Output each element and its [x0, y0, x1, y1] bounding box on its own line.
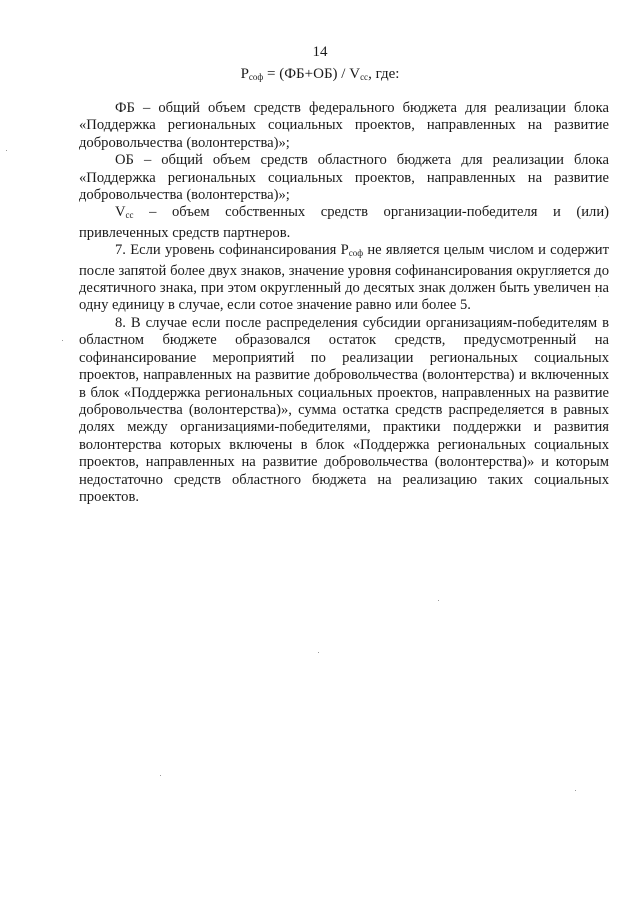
- clause-7-after: не является целым числом и содержит после запятой более двух знаков, значение уровня софинансирования округляется до десятичного знака, при этом округленный до десятых знак должен быть увеличен на одну единицу в случае, если сотое значение равно или более 5.: [79, 242, 609, 314]
- clause-8: 8. В случае если после распределения субсидии организациям-победителям в областном бюджете образовался остаток средств, предусмотренный на софинансирование мероприятий по реализации региональных социальных проектов, направленных на развитие добровольчества (волонтерства) и включенных в блок «Поддержка региональных социальных проектов, направленных на развитие добровольчества (волонтерства)», сумма остатка средств распределяется в равных долях между организациями-победителями, практики поддержки и развития волонтерства которых включены в блок «Поддержка региональных социальных проектов, направленных на развитие добровольчества (волонтерства)» и которым недостаточно средств областного бюджета на реализацию таких социальных проектов.: [79, 314, 609, 505]
- clause-7-symbol: P: [340, 242, 349, 259]
- scan-speck: [160, 775, 161, 776]
- clause-7: [79, 242, 609, 315]
- scan-speck: [62, 340, 63, 341]
- scan-speck: [318, 652, 319, 653]
- scan-speck: [438, 600, 439, 601]
- scan-speck: [575, 790, 576, 791]
- formula-lhs: P: [240, 66, 249, 82]
- formula-rhs-subscript: сс: [360, 72, 369, 82]
- vss-definition-text: – объем собственных средств организации-победителя и (или) привлеченных средств партнеров.: [79, 204, 609, 241]
- scan-speck: [598, 296, 599, 297]
- document-body: [79, 100, 609, 506]
- clause-7-before: 7. Если уровень софинансирования: [115, 242, 341, 259]
- clause-7-symbol-subscript: соф: [348, 248, 364, 259]
- formula-expression: = (ФБ+ОБ) / V: [263, 66, 361, 82]
- cofinancing-formula: [0, 66, 640, 83]
- definition-ob: ОБ – общий объем средств областного бюджета для реализации блока «Поддержка региональных социальных проектов, направленных на развитие добровольчества (волонтерства)»;: [79, 152, 609, 204]
- definition-fb: ФБ – общий объем средств федерального бюджета для реализации блока «Поддержка региональных социальных проектов, направленных на развитие добровольчества (волонтерства)»;: [79, 100, 609, 151]
- definition-vss: [79, 204, 609, 242]
- formula-lhs-subscript: соф: [248, 72, 264, 82]
- scan-speck: [6, 150, 7, 151]
- formula-tail: , где:: [368, 66, 400, 82]
- vss-symbol-subscript: сс: [125, 210, 134, 221]
- page-number: 14: [312, 44, 328, 60]
- vss-symbol: V: [115, 204, 126, 221]
